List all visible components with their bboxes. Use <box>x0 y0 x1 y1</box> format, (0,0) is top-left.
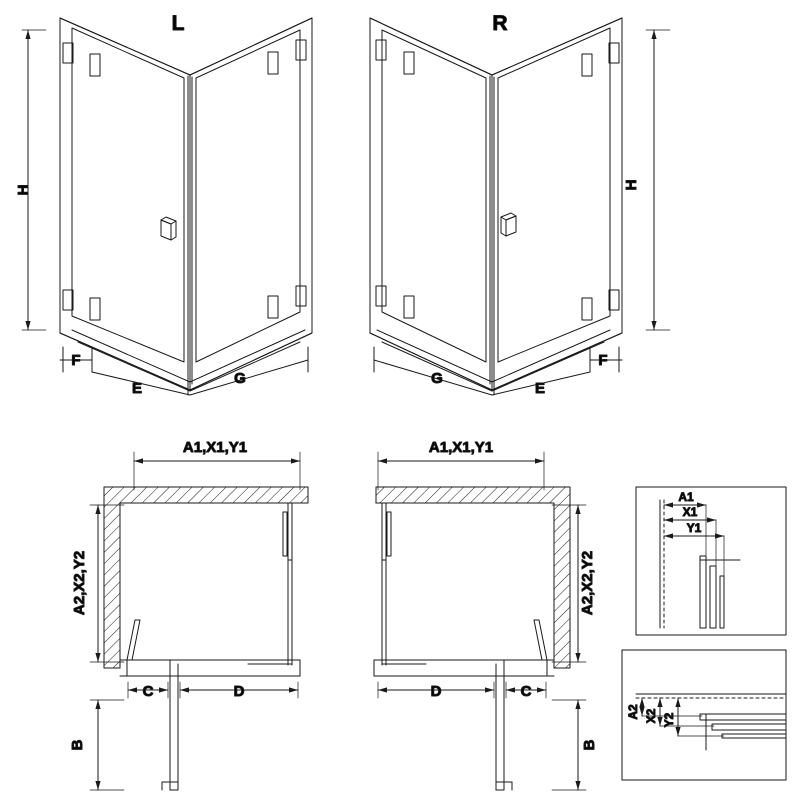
iso-left-variant-label: L <box>171 12 185 35</box>
plan-right-depth-dim-b: B <box>581 739 598 751</box>
iso-left-height-label: H <box>15 184 32 196</box>
detail-top-dim-x1: X1 <box>682 505 698 519</box>
iso-view-left <box>22 18 312 395</box>
iso-right-height-label: H <box>623 179 640 191</box>
detail-bottom-dim-x2: X2 <box>644 708 658 724</box>
iso-left-base-label-g: G <box>234 370 246 387</box>
detail-view-top <box>636 487 786 635</box>
plan-left-side-dim-label: A2,X2,Y2 <box>71 550 88 616</box>
iso-right-variant-label: R <box>492 12 508 35</box>
plan-left-dim-d: D <box>233 683 245 700</box>
iso-left-base-label-e: E <box>131 380 143 397</box>
iso-right-base-label-e: E <box>534 380 546 397</box>
detail-bottom-dim-a2: A2 <box>626 704 640 720</box>
plan-left-depth-dim-b: B <box>69 739 86 751</box>
detail-top-dim-y1: Y1 <box>686 521 702 535</box>
iso-left-base-label-f: F <box>71 352 81 369</box>
detail-top-dim-a1: A1 <box>678 490 694 504</box>
plan-left-top-dim-label: A1,X1,Y1 <box>182 439 248 456</box>
plan-right-dim-c: C <box>520 683 532 700</box>
plan-right-side-dim-label: A2,X2,Y2 <box>579 550 596 616</box>
plan-left-dim-c: C <box>142 683 154 700</box>
plan-view-left <box>90 452 308 790</box>
iso-right-base-label-g: G <box>431 370 443 387</box>
plan-right-dim-d: D <box>430 683 442 700</box>
detail-bottom-dim-y2: Y2 <box>662 712 676 728</box>
iso-right-base-label-f: F <box>598 352 608 369</box>
plan-right-top-dim-label: A1,X1,Y1 <box>428 439 494 456</box>
plan-view-right <box>374 452 586 790</box>
iso-view-right <box>370 18 670 395</box>
